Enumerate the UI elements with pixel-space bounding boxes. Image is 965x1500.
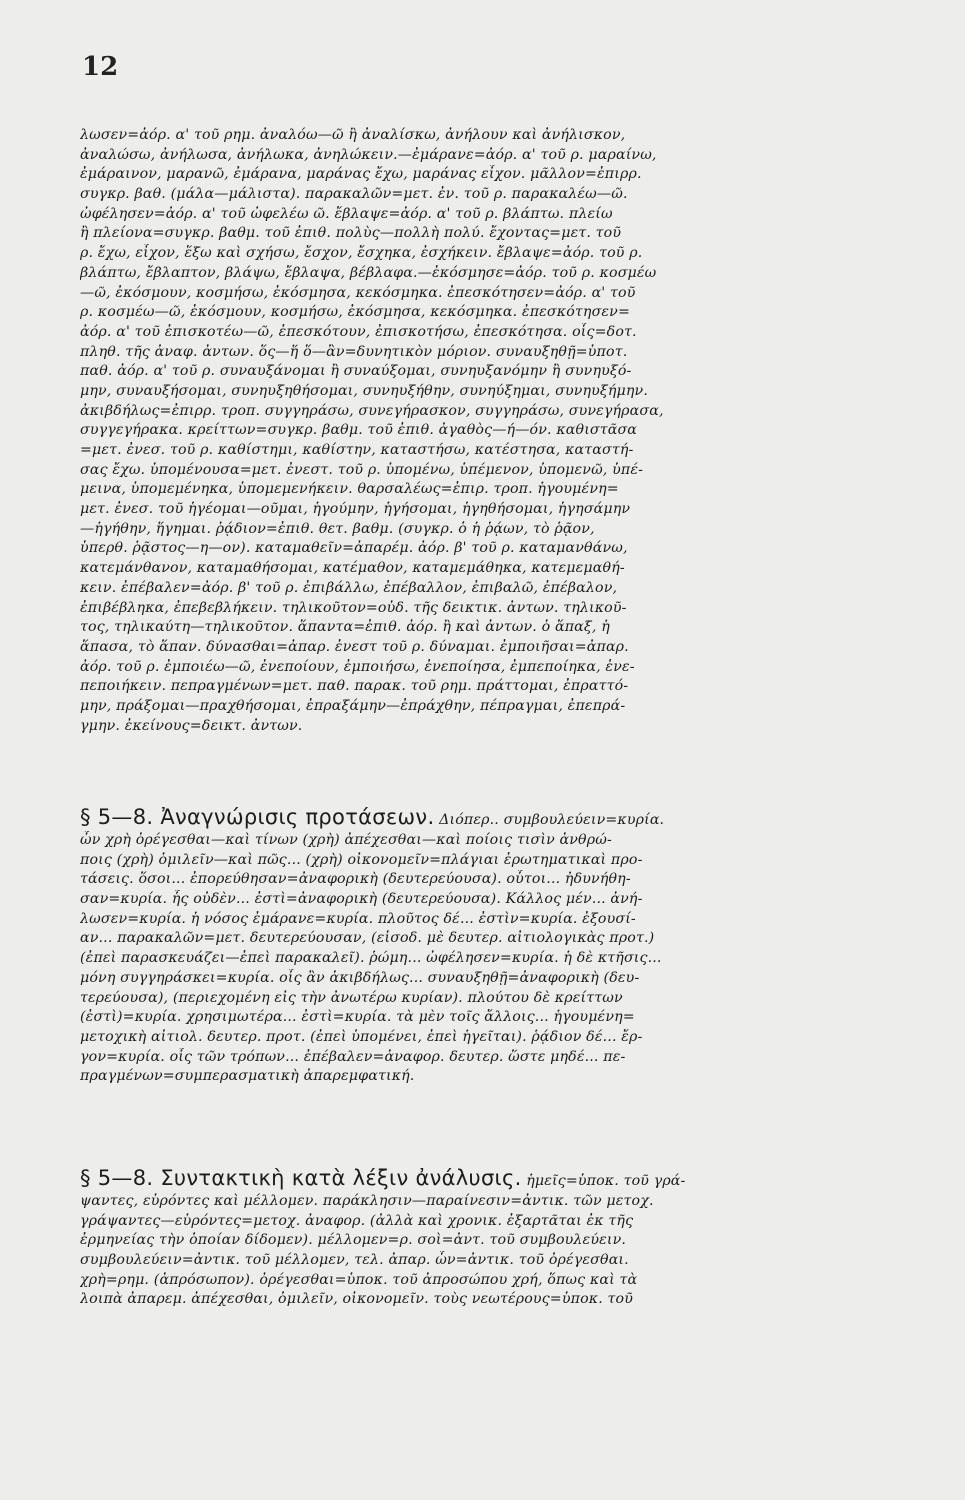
section-heading-continuation: ἡμεῖς=ὑποκ. τοῦ γρά- [521,1173,686,1189]
text-line: πληθ. τῆς ἀναφ. ἀντων. ὅς—ἥ ὅ—ἂν=δυνητικὸν μόριον. συναυξηθῇ=ὑποτ. [80,343,628,360]
text-line: ἑρμηνείας τὴν ὁποίαν δίδομεν). μέλλομεν=ρ. σοὶ=ἀντ. τοῦ συμβουλεύειν. [80,1232,627,1249]
page-number: 12 [82,52,119,82]
text-line: πραγμένων=συμπερασματικὴ ἀπαρεμφατική. [80,1068,415,1085]
text-line: γον=κυρία. οἷς τῶν τρόπων... ἐπέβαλεν=ἀναφορ. δευτερ. ὥστε μηδέ... πε- [80,1048,626,1065]
text-line: μεινα, ὑπομεμένηκα, ὑπομεμενήκειν. θαρσαλέως=ἐπιρ. τροπ. ἡγουμένη= [80,481,619,498]
section-heading [80,1165,908,1192]
text-line: ἐπιβέβληκα, ἐπεβεβλήκειν. τηλικοῦτον=οὐδ. τῆς δεικτικ. ἀντων. τηλικοῦ- [80,599,627,616]
text-line: συμβουλεύειν=ἀντικ. τοῦ μέλλομεν, τελ. ἀπαρ. ὧν=ἀντικ. τοῦ ὀρέγεσθαι. [80,1252,629,1269]
text-line: —ἡγήθην, ἥγημαι. ῥᾴδιον=ἐπιθ. θετ. βαθμ. (συγκρ. ὁ ἡ ῥᾴων, τὸ ῥᾷον, [80,520,595,537]
lexical-notes-block [80,126,908,736]
text-line: σας ἔχω. ὑπομένουσα=μετ. ἐνεστ. τοῦ ρ. ὑπομένω, ὑπέμενον, ὑπομενῶ, ὑπέ- [80,461,644,478]
text-line: κειν. ἐπέβαλεν=ἀόρ. β' τοῦ ρ. ἐπιβάλλω, ἐπέβαλλον, ἐπιβαλῶ, ἐπέβαλον, [80,579,618,596]
section-title: § 5—8. Ἀναγνώρισις προτάσεων. [80,805,435,829]
text-line: γμην. ἐκείνους=δεικτ. ἀντων. [80,717,303,734]
text-line: χρὴ=ρημ. (ἀπρόσωπον). ὀρέγεσθαι=ὑποκ. τοῦ ἀπροσώπου χρή, ὅπως καὶ τὰ [80,1271,638,1288]
text-line: ὧν χρὴ ὀρέγεσθαι—καὶ τίνων (χρὴ) ἀπέχεσθαι—καὶ ποίοις τισὶν ἀνθρώ- [80,832,612,848]
text-line: μην, πράξομαι—πραχθήσομαι, ἐπραξάμην—ἐπράχθην, πέπραγμαι, ἐπεπρά- [80,697,626,714]
text-line: (ἐστὶ)=κυρία. χρησιμωτέρα... ἐστὶ=κυρία. τὰ μὲν τοῖς ἄλλοις... ἡγουμένη= [80,1009,635,1026]
text-line: =μετ. ἐνεσ. τοῦ ρ. καθίστημι, καθίστην, καταστήσω, κατέστησα, καταστή- [80,442,634,458]
text-line: ἀναλώσω, ἀνήλωσα, ἀνήλωκα, ἀνηλώκειν.—ἐμάρανε=ἀόρ. α' τοῦ ρ. μαραίνω, [80,146,657,163]
text-line: ψαντες, εὑρόντες καὶ μέλλομεν. παράκλησιν—παραίνεσιν=ἀντικ. τῶν μετοχ. [80,1193,654,1209]
text-line: (ἐπεὶ παρασκευάζει—ἐπεὶ παρακαλεῖ). ῥώμη... ὠφέλησεν=κυρία. ἡ δὲ κτῆσις... [80,950,662,967]
text-line: ἅπασα, τὸ ἅπαν. δύνασθαι=ἀπαρ. ἐνεστ τοῦ ρ. δύναμαι. ἐμποιῆσαι=ἀπαρ. [80,638,629,655]
text-line: ποις (χρὴ) ὁμιλεῖν—καὶ πῶς... (χρὴ) οἰκονομεῖν=πλάγιαι ἐρωτηματικαὶ προ- [80,851,643,868]
text-line: αν... παρακαλῶν=μετ. δευτερεύουσαν, (εἰσοδ. μὲ δευτερ. αἰτιολογικὰς προτ.) [80,930,655,947]
text-line: τος, τηλικαύτη—τηλικοῦτον. ἅπαντα=ἐπιθ. ἀόρ. ἢ καὶ ἀντων. ὁ ἅπαξ, ἡ [80,619,610,636]
text-line: ἢ πλείονα=συγκρ. βαθμ. τοῦ ἐπιθ. πολὺς—πολλὴ πολύ. ἔχοντας=μετ. τοῦ [80,225,622,242]
text-line: συγκρ. βαθ. (μάλα—μάλιστα). παρακαλῶν=μετ. ἐν. τοῦ ρ. παρακαλέω—ῶ. [80,186,628,203]
text-line: —ῶ, ἐκόσμουν, κοσμήσω, ἐκόσμησα, κεκόσμηκα. ἐπεσκότησεν=ἀόρ. α' τοῦ [80,284,636,301]
text-line: ὑπερθ. ῥᾷστος—η—ον). καταμαθεῖν=ἀπαρέμ. ἀόρ. β' τοῦ ρ. καταμανθάνω, [80,540,628,557]
text-line: λωσεν=κυρία. ἡ νόσος ἐμάρανε=κυρία. πλοῦτος δέ... ἐστὶν=κυρία. ἐξουσί- [80,910,636,927]
text-line: τερεύουσα), (περιεχομένη εἰς τὴν ἀνωτέρω κυρίαν). πλούτου δὲ κρείττων [80,989,623,1006]
text-line: μην, συναυξήσομαι, συνηυξηθήσομαι, συνηυξήθην, συνηύξημαι, συνηυξήμην. [80,382,648,399]
text-line: τάσεις. ὅσοι... ἐπορεύθησαν=ἀναφορικὴ (δευτερεύουσα). οὗτοι... ἠδυνήθη- [80,871,631,888]
text-line: ρ. κοσμέω—ῶ, ἐκόσμουν, κοσμήσω, ἐκόσμησα, κεκόσμηκα. ἐπεσκότησεν= [80,304,630,321]
text-line: μετ. ἐνεσ. τοῦ ἡγέομαι—οῦμαι, ἡγούμην, ἡγήσομαι, ἡγηθήσομαι, ἡγησάμην [80,501,631,518]
text-line: ἐμάραινον, μαρανῶ, ἐμάρανα, μαράνας ἔχω, μαράνας εἶχον. μᾶλλον=ἐπιρρ. [80,166,642,183]
text-line: ἀόρ. α' τοῦ ἐπισκοτέω—ῶ, ἐπεσκότουν, ἐπισκοτήσω, ἐπεσκότησα. οἷς=δοτ. [80,323,637,340]
syntactic-analysis-section [80,1165,908,1310]
text-line: ἀόρ. τοῦ ρ. ἐμποιέω—ῶ, ἐνεποίουν, ἐμποιήσω, ἐνεποίησα, ἐμπεποίηκα, ἐνε- [80,658,635,675]
text-line: συγγεγήρακα. κρείττων=συγκρ. βαθμ. τοῦ ἐπιθ. ἀγαθὸς—ή—όν. καθιστᾶσα [80,422,638,439]
text-line: λοιπὰ ἀπαρεμ. ἀπέχεσθαι, ὁμιλεῖν, οἰκονομεῖν. τοὺς νεωτέρους=ὑποκ. τοῦ [80,1291,634,1308]
text-line: παθ. ἀόρ. α' τοῦ ρ. συναυξάνομαι ἢ συναύξομαι, συνηυξανόμην ἢ συνηυξό- [80,363,632,380]
text-line: μετοχικὴ αἰτιολ. δευτερ. προτ. (ἐπεὶ ὑπομένει, ἐπεὶ ἡγεῖται). ῥᾴδιον δέ... ἔρ- [80,1028,643,1045]
text-line: ἀκιβδήλως=ἐπιρρ. τροπ. συγγηράσω, συνεγήρασκον, συγγηράσω, συνεγήρασα, [80,402,664,419]
clause-recognition-section [80,804,908,1087]
text-line: σαν=κυρία. ἧς οὐδὲν... ἐστὶ=ἀναφορικὴ (δευτερεύουσα). Κάλλος μέν... ἀνή- [80,891,643,908]
text-line: βλάπτω, ἔβλαπτον, βλάψω, ἔβλαψα, βέβλαφα.—ἐκόσμησε=ἀόρ. τοῦ ρ. κοσμέω [80,264,657,281]
section-heading [80,804,908,831]
text-line: κατεμάνθανον, καταμαθήσομαι, κατέμαθον, καταμεμάθηκα, κατεμεμαθή- [80,560,625,577]
section-title: § 5—8. Συντακτικὴ κατὰ λέξιν ἀνάλυσις. [80,1166,522,1190]
section-heading-continuation: Διόπερ.. συμβουλεύειν=κυρία. [434,812,665,828]
text-line: μόνη συγγηράσκει=κυρία. οἷς ἂν ἀκιβδήλως... συναυξηθῇ=ἀναφορικὴ (δευ- [80,969,640,986]
text-line: γράψαντες—εὑρόντες=μετοχ. ἀναφορ. (ἀλλὰ καὶ χρονικ. ἐξαρτᾶται ἐκ τῆς [80,1212,634,1229]
text-line: πεποιήκειν. πεπραγμένων=μετ. παθ. παρακ. τοῦ ρημ. πράττομαι, ἐπραττό- [80,678,629,695]
text-line: ρ. ἔχω, εἶχον, ἕξω καὶ σχήσω, ἔσχον, ἔσχηκα, ἐσχήκειν. ἔβλαψε=ἀόρ. τοῦ ρ. [80,245,643,262]
text-line: ὠφέλησεν=ἀόρ. α' τοῦ ὠφελέω ῶ. ἔβλαψε=ἀόρ. α' τοῦ ρ. βλάπτω. πλείω [80,205,613,222]
text-line: λωσεν=ἀόρ. α' τοῦ ρημ. ἀναλόω—ῶ ἢ ἀναλίσκω, ἀνήλουν καὶ ἀνήλισκον, [80,127,626,143]
